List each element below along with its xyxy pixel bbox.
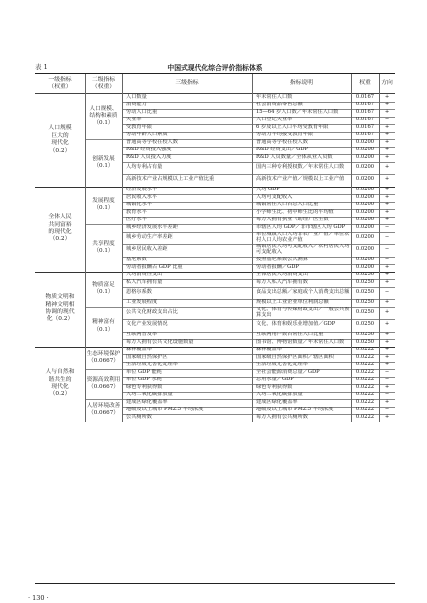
column-rule — [85, 74, 86, 422]
table-row — [122, 332, 395, 340]
direction-cell: + — [384, 321, 390, 328]
explanation-cell: 生活垃圾无害化处理率 — [256, 361, 308, 368]
weight-cell: 0.0222 — [355, 406, 375, 413]
direction-cell: + — [384, 331, 390, 338]
explanation-cell: 人均可支配收入 — [256, 194, 293, 200]
direction-cell: − — [384, 288, 390, 295]
weight-cell: 0.0200 — [355, 256, 375, 263]
indicator-cell: 劳动者报酬占 GDP 比重 — [126, 264, 183, 270]
direction-cell: + — [384, 299, 390, 305]
level1-indicator: 全体人民 共同富裕 的现代化 （0.2） — [48, 214, 72, 243]
indicator-cell: 人口数量 — [126, 94, 147, 100]
direction-cell: + — [384, 354, 390, 360]
explanation-cell: 食品支出总额／家庭或个人消费支出总额 — [256, 288, 350, 295]
weight-cell: 0.0200 — [355, 176, 375, 183]
direction-cell: + — [384, 146, 390, 153]
direction-cell: + — [384, 163, 390, 170]
weight-cell: 0.0167 — [355, 116, 375, 123]
header-level3: 三级指标 — [175, 80, 199, 86]
level2-indicator: 人口规模、 结构和素质 （0.1） — [89, 105, 118, 127]
explanation-cell: 图书馆、博物馆数量／年末常住人口数 — [256, 339, 345, 345]
direction-cell: + — [384, 414, 390, 420]
weight-cell: 0.0167 — [355, 109, 375, 115]
explanation-cell: 建成区绿化覆盖率 — [256, 399, 298, 405]
weight-cell: 0.0167 — [355, 94, 375, 100]
table-row — [122, 174, 395, 187]
direction-cell: − — [384, 256, 390, 263]
weight-cell: 0.0200 — [355, 194, 375, 200]
indicator-cell: 基尼系数 — [126, 256, 147, 263]
indicator-cell: 医疗水平 — [126, 216, 147, 223]
weight-cell: 0.0222 — [355, 399, 375, 405]
table-row — [122, 202, 395, 210]
indicator-cell: R&D 人员投入力度 — [126, 154, 172, 160]
table-row — [122, 362, 395, 370]
indicator-cell: 人均专利占有量 — [126, 163, 163, 170]
explanation-cell: 市辖区人均 GDP／非市辖区人均 GDP — [256, 224, 346, 230]
table-row — [122, 102, 395, 110]
explanation-cell: 6 岁及以上人口平均受教育年限 — [256, 124, 329, 130]
header-weight: 权重 — [359, 80, 371, 86]
weight-cell: 0.0200 — [355, 201, 375, 208]
indicator-cell: 互联网普及率 — [126, 331, 158, 338]
direction-cell: + — [384, 154, 390, 160]
table-number: 表 1 — [35, 63, 48, 71]
column-rule — [351, 74, 352, 422]
table-row — [122, 339, 395, 347]
indicator-cell: 工业发展程度 — [126, 299, 158, 305]
indicator-cell: 每万人拥有公共文化设施数量 — [126, 339, 194, 345]
level1-indicator: 人口规模 巨大的 现代化 （0.2） — [48, 125, 72, 154]
column-rule — [379, 74, 380, 422]
explanation-cell: 社会消费品零售总额 — [256, 101, 303, 108]
indicator-cell: 劳动年龄人口素质 — [126, 131, 168, 138]
weight-cell: 0.0250 — [355, 299, 375, 305]
level2-indicator: 物质富足 （0.1） — [92, 281, 115, 295]
weight-cell: 0.0200 — [355, 246, 375, 253]
indicator-cell: R&D 经费投入强度 — [126, 146, 172, 153]
table-row — [122, 232, 395, 245]
indicator-cell: 城乡居民收入差距 — [126, 246, 168, 253]
indicator-cell: 受教育年限 — [126, 124, 152, 130]
direction-cell: − — [384, 376, 390, 383]
explanation-cell: 年末常住人口数 — [256, 94, 293, 100]
weight-cell: 0.0222 — [355, 369, 375, 375]
direction-cell: − — [384, 224, 390, 230]
indicator-cell: 地级及以上城市 PM2.5 平均浓度 — [126, 406, 204, 413]
indicator-cell: 生活垃圾无害化处理率 — [126, 361, 178, 368]
explanation-cell: 每万人私人汽车拥有数 — [256, 279, 308, 285]
indicator-cell: 恩格尔系数 — [126, 288, 152, 295]
table-row — [122, 347, 395, 355]
explanation-cell: 普通高等学校在校人数 — [256, 139, 308, 145]
explanation-cell: 15—64 岁人口数／年末常住人口数 — [256, 109, 339, 115]
weight-cell: 0.0250 — [355, 339, 375, 345]
indicator-cell: 公共文化财政支出占比 — [126, 308, 178, 315]
direction-cell: + — [384, 308, 390, 315]
indicator-cell: 教育水平 — [126, 209, 147, 215]
indicator-cell: 私人汽车拥有量 — [126, 279, 163, 285]
direction-cell: − — [384, 406, 390, 413]
explanation-cell: 劳动力平均接受教育年限 — [256, 131, 314, 138]
level1-indicator: 人与自然和 谐共生的 现代化 （0.2） — [45, 369, 75, 398]
indicator-cell: 高新技术产业占规模以上工业产值比重 — [126, 176, 215, 183]
explanation-cell: 小学师生比、初中师生比的平均值 — [256, 209, 334, 215]
header-level2: 二级指标 （权重） — [91, 76, 116, 90]
explanation-cell: 城镇常住人口占总人口比重 — [256, 201, 319, 208]
explanation-cell: 人口登记失业率 — [256, 116, 293, 123]
page-number: · 130 · — [28, 594, 49, 602]
weight-cell: 0.0222 — [355, 384, 375, 390]
table-row — [122, 264, 395, 272]
explanation-cell: 文化、体育和娱乐业增加值／GDP — [256, 321, 336, 328]
indicator-cell: 人均二氧化碳排放量 — [126, 391, 173, 398]
table-row — [122, 132, 395, 140]
indicator-cell: 消费能力 — [126, 101, 147, 108]
level2-indicator: 生态环境保护 （0.0667） — [86, 350, 121, 364]
table-row — [122, 139, 395, 147]
level2-indicator: 创新发展 （0.1） — [92, 155, 115, 169]
indicator-cell: 劳动人口比重 — [126, 109, 158, 115]
table-row — [122, 124, 395, 132]
direction-cell: + — [384, 109, 390, 115]
explanation-cell: 劳动者报酬／GDP — [256, 264, 299, 270]
explanation-cell: 互联网用户数占常住人口比重 — [256, 331, 324, 338]
indicator-cell: 绿色专利获得数 — [126, 384, 163, 390]
level2-indicator: 共享程度 （0.1） — [92, 240, 115, 254]
weight-cell: 0.0167 — [355, 131, 375, 138]
weight-cell: 0.0200 — [355, 154, 375, 160]
level2-indicator: 精神富有 （0.1） — [92, 319, 115, 333]
explanation-cell: R&D 经费支出／GDP — [256, 146, 309, 153]
indicator-cell: 居民收入水平 — [126, 194, 158, 200]
table-row — [122, 299, 395, 307]
table-title: 中国式现代化综合评价指标体系 — [167, 64, 263, 72]
table-row — [122, 287, 395, 300]
weight-cell: 0.0250 — [355, 288, 375, 295]
direction-cell: + — [384, 194, 390, 200]
indicator-cell: 城乡经济发展水平差距 — [126, 224, 178, 230]
weight-cell: 0.0200 — [355, 139, 375, 145]
indicator-cell: 国家级自然保护区 — [126, 354, 168, 360]
direction-cell: + — [384, 271, 390, 278]
explanation-cell: 全社会能源消费总量／GDP — [256, 369, 320, 375]
table-row — [122, 209, 395, 217]
table-row — [122, 162, 395, 175]
explanation-cell: 国家级自然保护区面积／辖区面积 — [256, 354, 334, 360]
table-row — [122, 369, 395, 377]
indicator-cell: 失业率 — [126, 116, 142, 123]
explanation-cell: 高新技术产业产值／规模以上工业产值 — [256, 176, 345, 183]
indicator-cell: 普通高等学校在校人数 — [126, 139, 178, 145]
direction-cell: − — [384, 369, 390, 375]
indicator-cell: 文化产业发展情况 — [126, 321, 168, 328]
level1-indicator: 物质文明和 精神文明相 协调的现代 化（0.2） — [45, 294, 75, 323]
column-rule — [122, 74, 123, 422]
direction-cell: − — [384, 246, 390, 253]
weight-cell: 0.0222 — [355, 376, 375, 383]
weight-cell: 0.0200 — [355, 216, 375, 223]
column-rule — [252, 74, 253, 422]
indicator-cell: 公共厕所数 — [126, 414, 152, 420]
table-row — [122, 187, 395, 195]
indicator-cell: 城镇化水平 — [126, 201, 152, 208]
level2-indicator: 人居环境改善 （0.0667） — [86, 403, 121, 417]
table-row — [122, 407, 395, 415]
weight-cell: 0.0222 — [355, 361, 375, 368]
indicator-cell: 单位 GDP 能耗 — [126, 369, 162, 375]
explanation-cell: 人均二氧化碳排放量 — [256, 391, 303, 398]
weight-cell: 0.0222 — [355, 391, 375, 398]
table-row — [122, 307, 395, 320]
weight-cell: 0.0250 — [355, 271, 375, 278]
explanation-cell: 每万人拥有公共厕所数 — [256, 414, 308, 420]
explanation-cell: 按照基尼系数公式测算 — [256, 256, 308, 263]
indicator-cell: 单位 GDP 水耗 — [126, 376, 162, 383]
direction-cell: − — [384, 116, 390, 123]
header-level1: 一级指标 （权重） — [48, 76, 72, 90]
direction-cell: + — [384, 176, 390, 183]
indicator-cell: 人均消费性支出 — [126, 271, 163, 278]
header-direction: 方向 — [381, 80, 393, 86]
weight-cell: 0.0167 — [355, 124, 375, 130]
explanation-cell: 城镇居民人均可支配收入／农村居民人均可支配收入 — [256, 244, 350, 256]
direction-cell: − — [384, 391, 390, 398]
weight-cell: 0.0200 — [355, 224, 375, 230]
weight-cell: 0.0200 — [355, 264, 375, 270]
direction-cell: − — [384, 233, 390, 240]
weight-cell: 0.0222 — [355, 354, 375, 360]
weight-cell: 0.0200 — [355, 163, 375, 170]
table-row — [122, 109, 395, 117]
level2-indicator: 资源高效利用 （0.0667） — [86, 376, 121, 390]
weight-cell: 0.0200 — [355, 186, 375, 193]
direction-cell: + — [384, 399, 390, 405]
indicator-cell: 经济发展水平 — [126, 186, 158, 193]
direction-cell: + — [384, 264, 390, 270]
level2-indicator: 发展程度 （0.1） — [92, 198, 115, 212]
bottom-rule — [35, 583, 395, 584]
direction-cell: + — [384, 131, 390, 138]
weight-cell: 0.0250 — [355, 279, 375, 285]
table-row — [122, 319, 395, 332]
explanation-cell: 每万人拥有执业（助理）医生数 — [256, 216, 329, 223]
explanation-cell: 全体居民人均消费支出 — [256, 271, 308, 278]
direction-cell: + — [384, 201, 390, 208]
weight-cell: 0.0200 — [355, 233, 375, 240]
explanation-cell: 森林覆盖率 — [256, 346, 282, 353]
table-row — [122, 257, 395, 265]
indicator-cell: 森林覆盖率 — [126, 346, 152, 353]
direction-cell: + — [384, 139, 390, 145]
indicator-cell: 建成区绿化覆盖率 — [126, 399, 168, 405]
table-row — [122, 414, 395, 422]
direction-cell: + — [384, 101, 390, 108]
weight-cell: 0.0250 — [355, 331, 375, 338]
direction-cell: + — [384, 216, 390, 223]
header-explain: 指标说明 — [289, 80, 314, 86]
direction-cell: + — [384, 361, 390, 368]
explanation-cell: 文化、体育与传媒财政支出／一般公共预算支出 — [256, 306, 350, 318]
direction-cell: + — [384, 209, 390, 215]
table-row — [122, 279, 395, 287]
weight-cell: 0.0200 — [355, 146, 375, 153]
weight-cell: 0.0200 — [355, 209, 375, 215]
table-row — [122, 94, 395, 102]
table-row — [122, 377, 395, 385]
weight-cell: 0.0222 — [355, 346, 375, 353]
direction-cell: + — [384, 279, 390, 285]
explanation-cell: 单位城镇人口人均非农产业产值／单位农村人口人均农业产值 — [256, 231, 350, 243]
explanation-cell: 规模以上工业企业单位利润总额 — [256, 299, 329, 305]
weight-cell: 0.0222 — [355, 414, 375, 420]
table-row — [122, 244, 395, 257]
table-row — [122, 392, 395, 400]
explanation-cell: 总用水量／GDP — [256, 376, 294, 383]
explanation-cell: R&D 人员数量／全体从业人员数 — [256, 154, 333, 160]
explanation-cell: 人均 GDP — [256, 186, 280, 193]
explanation-cell: 国内三种专利授权数／年末常住人口数 — [256, 163, 345, 170]
table-row — [122, 217, 395, 225]
table-row — [122, 354, 395, 362]
explanation-cell: 地级及以上城市 PM2.5 平均浓度 — [256, 406, 334, 413]
table-row — [122, 399, 395, 407]
table-row — [122, 194, 395, 202]
table-row — [122, 224, 395, 232]
weight-cell: 0.0250 — [355, 308, 375, 315]
direction-cell: + — [384, 384, 390, 390]
table-row — [122, 117, 395, 125]
direction-cell: + — [384, 124, 390, 130]
weight-cell: 0.0250 — [355, 321, 375, 328]
direction-cell: + — [384, 346, 390, 353]
direction-cell: + — [384, 339, 390, 345]
table-row — [122, 272, 395, 280]
explanation-cell: 绿色专利获得数 — [256, 384, 293, 390]
table-row — [122, 384, 395, 392]
weight-cell: 0.0167 — [355, 101, 375, 108]
direction-cell: + — [384, 186, 390, 193]
indicator-cell: 城乡劳动生产率差距 — [126, 233, 173, 240]
table-row — [122, 154, 395, 162]
table-row — [122, 147, 395, 155]
direction-cell: + — [384, 94, 390, 100]
